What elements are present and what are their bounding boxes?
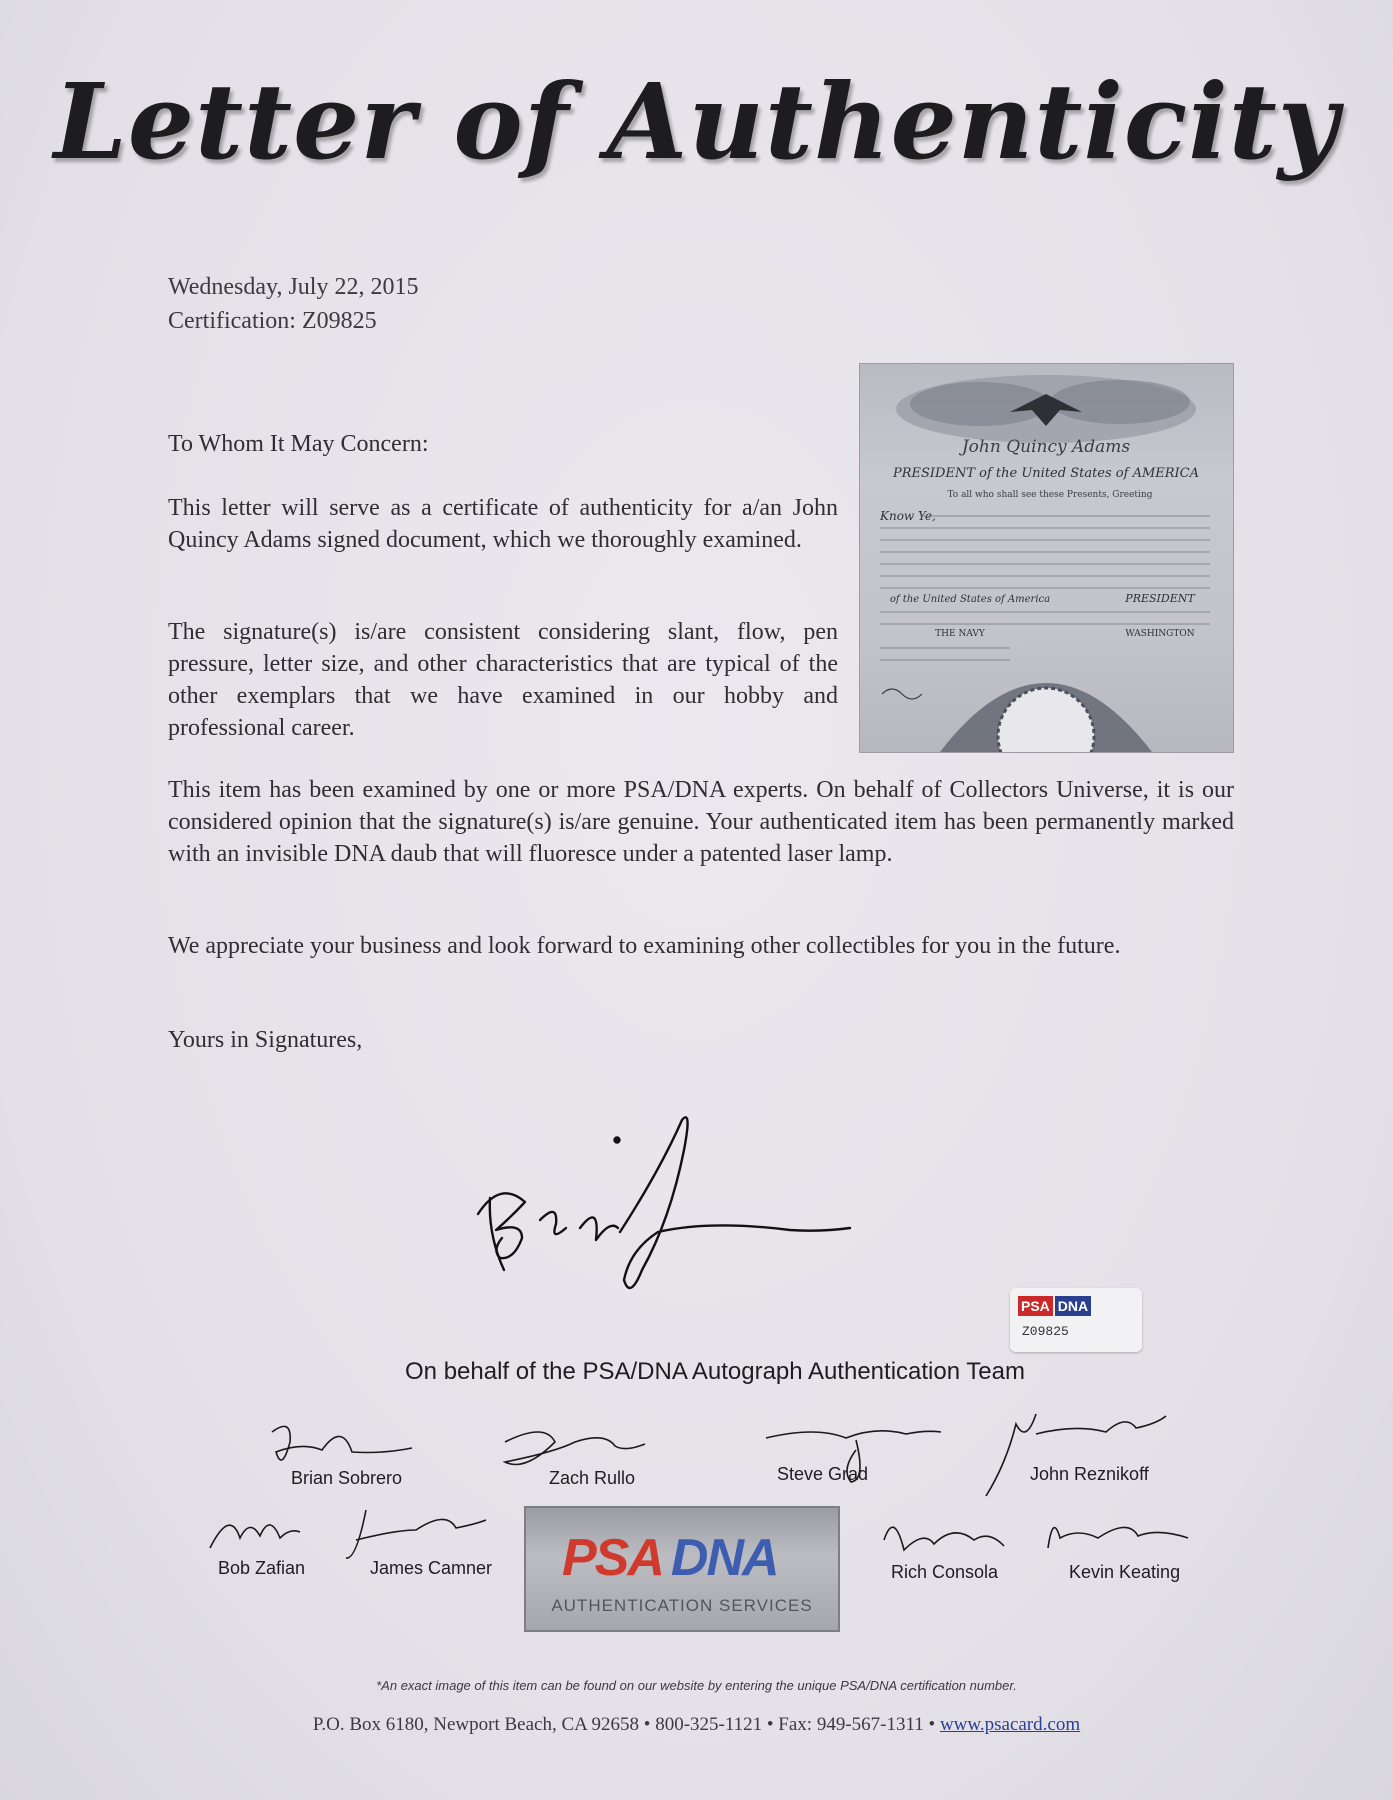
paragraph-examination: This item has been examined by one or more PSA/DNA experts. On behalf of Collectors Universe, it is our considered opinion that the signature(s) is/are genuine. Your authenticated item has been permanently marked with an invisible DNA daub that will fluoresce under a patented laser lamp. <box>168 777 1234 867</box>
document-photo-drawing <box>860 364 1233 752</box>
footer-website-link[interactable]: www.psacard.com <box>939 1714 1081 1735</box>
team-line: On behalf of the PSA/DNA Autograph Authentication Team <box>405 1358 1025 1385</box>
letter-title: Letter of Authenticity <box>53 60 1340 183</box>
staff-brian-sobrero: Brian Sobrero <box>291 1468 403 1488</box>
signature-bob-zafian <box>200 1508 310 1564</box>
salutation: To Whom It May Concern: <box>168 431 429 457</box>
seal-emblem <box>940 683 1152 752</box>
signature-kevin-keating <box>1038 1508 1198 1564</box>
staff-steve-grad: Steve Grad <box>777 1464 869 1484</box>
footer <box>0 1714 1393 1736</box>
letter-meta <box>168 270 418 338</box>
badge-psa-text: PSA <box>562 1529 663 1587</box>
paragraph-item: This letter will serve as a certificate of authenticity for a/an John Quincy Adams signed document, which we thoroughly examined. <box>168 495 838 553</box>
staff-bob-zafian: Bob Zafian <box>218 1558 306 1578</box>
badge-dna-text: DNA <box>670 1529 778 1587</box>
paragraph-exemplars: The signature(s) is/are consistent considering slant, flow, pen pressure, letter size, and other characteristics that are typical of the other exemplars that we have examined in our hobby and professional career. <box>168 619 838 741</box>
paragraph-appreciation: We appreciate your business and look forward to examining other collectibles for you in the future. <box>168 933 1121 959</box>
signature-rich-consola <box>874 1510 1014 1566</box>
badge-subtitle: AUTHENTICATION SERVICES <box>551 1596 813 1615</box>
staff-john-reznikoff: John Reznikoff <box>1030 1464 1149 1484</box>
document-photo <box>860 364 1233 752</box>
svg-text:of the United States of Americ: of the United States of America <box>889 594 1051 605</box>
svg-text:PRESIDENT of the United States: PRESIDENT of the United States of AMERICA <box>892 466 1200 481</box>
certification-number: Certification: Z09825 <box>168 308 377 334</box>
sticker-cert-number: Z09825 <box>1022 1324 1069 1339</box>
footnote: *An exact image of this item can be found on our website by entering the unique PSA/DNA certification number. <box>376 1678 1017 1693</box>
psa-dna-hologram-badge <box>524 1506 840 1632</box>
psa-dna-sticker <box>1010 1288 1142 1352</box>
svg-text:WASHINGTON: WASHINGTON <box>1125 629 1195 639</box>
svg-text:PRESIDENT: PRESIDENT <box>1125 592 1195 605</box>
psa-logo-text: PSA <box>1018 1296 1053 1316</box>
psa-dna-logo <box>1018 1296 1091 1316</box>
footer-address: P.O. Box 6180, Newport Beach, CA 92658 • 800-325-1121 • Fax: 949-567-1311 • <box>312 1714 940 1735</box>
main-signature <box>470 1110 890 1360</box>
dna-logo-text: DNA <box>1055 1296 1091 1316</box>
staff-rich-consola: Rich Consola <box>891 1562 999 1582</box>
signature-john-reznikoff <box>976 1404 1176 1504</box>
svg-text:Know Ye,: Know Ye, <box>880 509 936 523</box>
staff-zach-rullo: Zach Rullo <box>549 1468 636 1488</box>
staff-james-camner: James Camner <box>370 1558 493 1578</box>
staff-kevin-keating: Kevin Keating <box>1069 1562 1181 1582</box>
svg-text:John Quincy Adams: John Quincy Adams <box>961 437 1131 457</box>
letter-date: Wednesday, July 22, 2015 <box>168 274 419 300</box>
svg-text:THE NAVY: THE NAVY <box>935 629 985 639</box>
svg-text:To all who shall see these Pre: To all who shall see these Presents, Greeting <box>947 490 1153 500</box>
badge-logo <box>562 1528 778 1588</box>
closing: Yours in Signatures, <box>168 1027 363 1053</box>
